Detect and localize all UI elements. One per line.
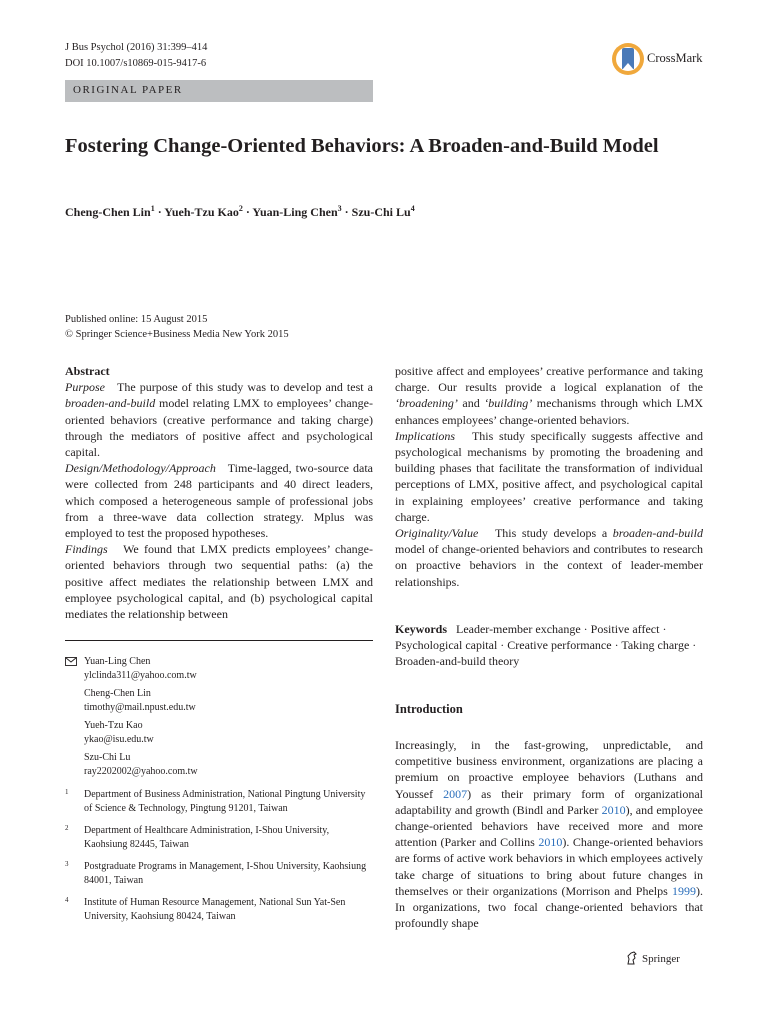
author-sup: 3 xyxy=(337,204,342,213)
originality-text: This study develops a xyxy=(494,526,613,541)
paper-title: Fostering Change-Oriented Behaviors: A Broaden-and-Build Model xyxy=(65,135,659,157)
findings-cont-text: mechanisms through which LMX enhances employees’ change-oriented behaviors. xyxy=(395,396,703,427)
author: Szu-Chi Lu xyxy=(351,205,411,219)
abstract-findings xyxy=(65,541,373,622)
contact-entry xyxy=(65,655,373,682)
citation-link[interactable]: 2010 xyxy=(601,802,626,817)
abstract-left-column xyxy=(65,363,373,622)
author-sup: 1 xyxy=(150,204,155,213)
contact-entry xyxy=(65,687,373,714)
author: Cheng-Chen Lin xyxy=(65,205,151,219)
author-sup: 2 xyxy=(238,204,243,213)
purpose-text-cont: model relating LMX to employees’ change-oriented behaviors (creative performance and taking charge) through the mediators of positive affect and psychological capital. xyxy=(65,396,373,460)
article-type-band xyxy=(65,80,373,102)
affiliation-text: Postgraduate Programs in Management, I-Shou University, Kaohsiung 84001, Taiwan xyxy=(84,861,367,886)
originality-label: Originality/Value xyxy=(395,526,479,541)
intro-text: Increasingly, in the fast-growing, unpredictable, and competitive business environment, organizations are placing a premium on proactive employee behaviors (Luthans and Youssef xyxy=(395,738,703,801)
doi: DOI 10.1007/s10869-015-9417-6 xyxy=(65,58,207,69)
crossmark-icon xyxy=(611,40,645,78)
author-list xyxy=(65,204,415,220)
publication-info xyxy=(65,312,289,342)
affiliation-number: 4 xyxy=(65,896,69,904)
publisher-name: Springer xyxy=(642,953,680,965)
findings-label: Findings xyxy=(65,542,108,557)
keywords xyxy=(395,621,703,670)
affiliation-text: Institute of Human Resource Management, National Sun Yat-Sen University, Kaohsiung 80424, Taiwan xyxy=(84,897,346,922)
journal-citation: J Bus Psychol (2016) 31:399–414 xyxy=(65,42,208,53)
originality-emphasis: broaden-and-build xyxy=(612,526,703,541)
copyright: © Springer Science+Business Media New York 2015 xyxy=(65,329,289,340)
contact-name: Szu-Chi Lu xyxy=(84,752,131,763)
affiliation xyxy=(65,824,373,851)
findings-emphasis: ‘building’ xyxy=(484,396,533,411)
contact-email[interactable]: ykao@isu.edu.tw xyxy=(84,733,154,745)
author-separator: · xyxy=(242,205,253,219)
abstract-design xyxy=(65,460,373,541)
publisher-logo xyxy=(625,951,680,965)
originality-text-cont: model of change-oriented behaviors and contributes to research on proactive behaviors in the context of leader-member relationships. xyxy=(395,542,703,589)
findings-emphasis: ‘broadening’ xyxy=(395,396,458,411)
intro-text: ). Change-oriented behaviors are forms of active work behaviors in which employees actively take charge of situations to bring about future changes in themselves or their organizations (Morrison and Phelps xyxy=(395,835,703,898)
purpose-emphasis: broaden-and-build xyxy=(65,396,156,411)
author-sup: 4 xyxy=(410,204,415,213)
purpose-text: The purpose of this study was to develop and test a xyxy=(117,380,373,395)
affiliation-text: Department of Business Administration, National Pingtung University of Science & Technology, Pingtung 91201, Taiwan xyxy=(84,789,366,814)
design-text: Time-lagged, two-source data were collected from 248 participants and 40 direct leaders, which composed a heterogeneous sample of professional jobs from a three-wave data collection strategy. Mplus was employed to test the proposed hypotheses. xyxy=(65,461,373,541)
contact-email[interactable]: ray2202002@yahoo.com.tw xyxy=(84,765,198,777)
author: Yuan-Ling Chen xyxy=(252,205,338,219)
contact-list xyxy=(65,655,373,783)
article-type: ORIGINAL PAPER xyxy=(73,84,183,96)
author-separator: · xyxy=(341,205,352,219)
citation-link[interactable]: 2010 xyxy=(538,835,563,850)
implications-text: This study specifically suggests affective and psychological mechanisms by promoting the broadening and building phases that facilitate the transformation of individual perceptions of LMX, positive affect, and psychological capital in explaining employees’ creative performance and taking charge. xyxy=(395,428,703,524)
citation-link[interactable]: 1999 xyxy=(672,883,696,898)
affiliation-number: 2 xyxy=(65,824,69,832)
introduction-body xyxy=(395,737,703,931)
implications-label: Implications xyxy=(395,428,455,443)
purpose-label: Purpose xyxy=(65,380,105,395)
design-label: Design/Methodology/Approach xyxy=(65,461,216,476)
affiliation-number: 3 xyxy=(65,860,69,868)
keywords-text: Leader-member exchange · Positive affect · Psychological capital · Creative performance · Taking charge · Broaden-and-build theory xyxy=(395,622,697,669)
contact-email[interactable]: timothy@mail.npust.edu.tw xyxy=(84,701,196,713)
springer-horse-icon xyxy=(625,951,639,965)
affiliation xyxy=(65,788,373,815)
contact-name: Cheng-Chen Lin xyxy=(84,688,151,699)
findings-text: We found that LMX predicts employees’ change-oriented behaviors through two sequential paths: (a) the positive affect mediates the relationship between LMX and employee psychological capital, and (b) psychological capital mediates the relationship between xyxy=(65,542,373,622)
author: Yueh-Tzu Kao xyxy=(164,205,239,219)
intro-text: ) as their primary form of organizational adaptability and growth (Bindl and Parker xyxy=(395,786,703,817)
introduction-heading: Introduction xyxy=(395,702,463,716)
intro-text: ). In organizations, two focal change-oriented behaviors that profoundly shape xyxy=(395,883,703,931)
keywords-label: Keywords xyxy=(395,622,447,636)
crossmark-label: CrossMark xyxy=(647,51,703,65)
published-date: Published online: 15 August 2015 xyxy=(65,314,208,325)
findings-conjunction: and xyxy=(457,396,485,411)
intro-text: ), and employee change-oriented behaviors have received more and more attention (Parker and Collins xyxy=(395,802,703,850)
abstract-purpose xyxy=(65,379,373,460)
abstract-originality xyxy=(395,525,703,590)
abstract-right-column xyxy=(395,363,703,590)
contact-name: Yuan-Ling Chen xyxy=(84,656,151,667)
affiliation xyxy=(65,896,373,923)
citation-link[interactable]: 2007 xyxy=(443,786,468,801)
author-separator: · xyxy=(154,205,165,219)
abstract-findings-cont xyxy=(395,363,703,428)
affiliation-list xyxy=(65,788,373,932)
findings-cont-text: positive affect and employees’ creative performance and taking charge. Our results provide a logical explanation of the xyxy=(395,364,703,395)
crossmark-badge[interactable] xyxy=(611,40,731,78)
contact-name: Yueh-Tzu Kao xyxy=(84,720,143,731)
contact-entry xyxy=(65,751,373,778)
footnote-rule xyxy=(65,640,373,641)
abstract-implications xyxy=(395,428,703,525)
contact-email[interactable]: ylclinda311@yahoo.com.tw xyxy=(84,669,197,681)
affiliation-number: 1 xyxy=(65,788,69,796)
affiliation xyxy=(65,860,373,887)
contact-entry xyxy=(65,719,373,746)
affiliation-text: Department of Healthcare Administration, I-Shou University, Kaohsiung 82445, Taiwan xyxy=(84,825,330,850)
abstract-heading: Abstract xyxy=(65,364,110,378)
envelope-icon xyxy=(65,657,77,666)
